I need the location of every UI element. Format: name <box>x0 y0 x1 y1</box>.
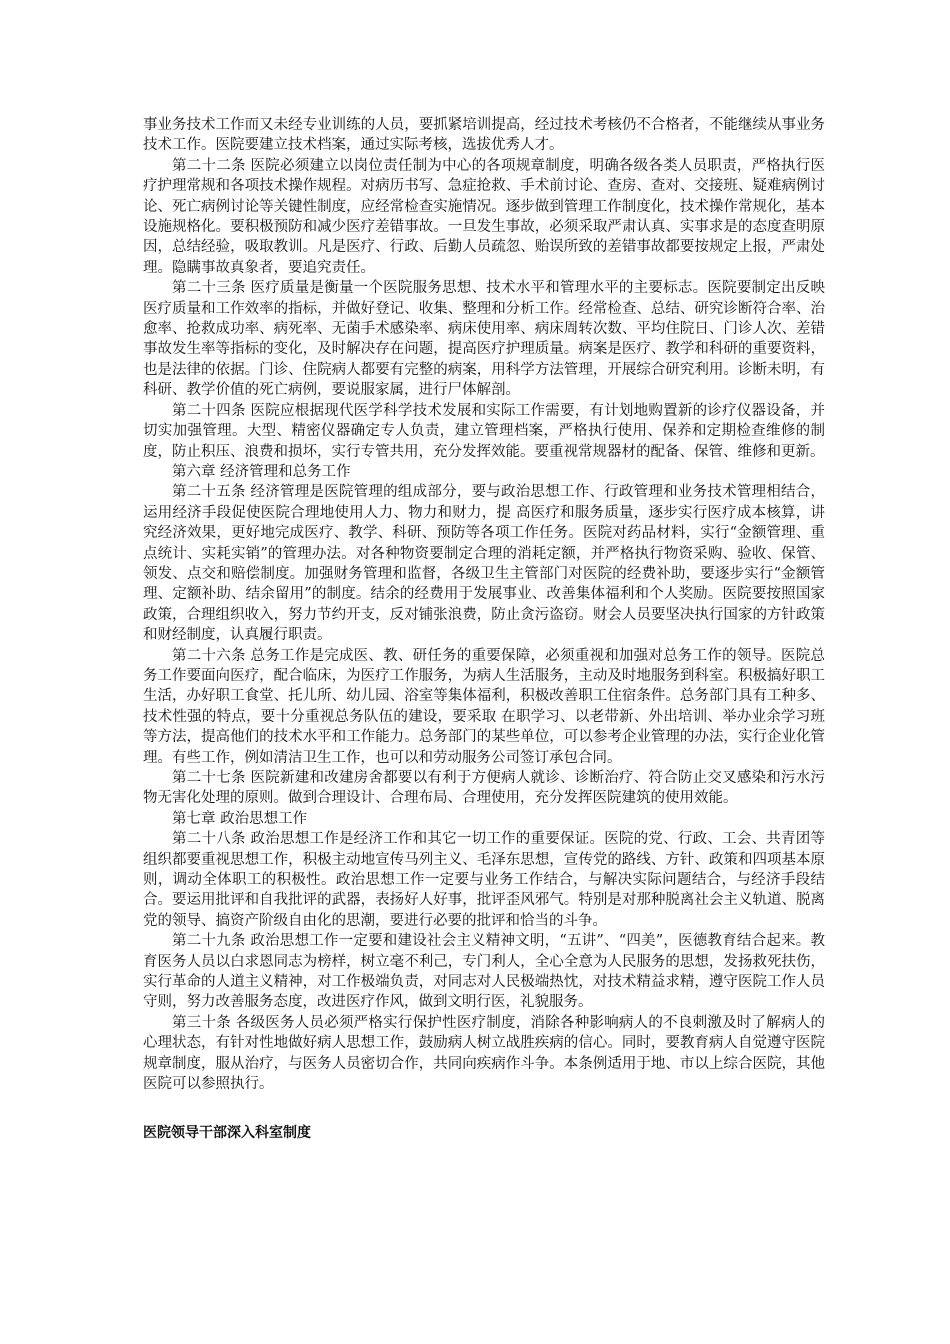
document-page <box>143 115 825 1143</box>
paragraph-continuation: 事业务技术工作而又未经专业训练的人员，要抓紧培训提高，经过技术考核仍不合格者，不能继续从事业务技术工作。医院要建立技术档案，通过实际考核，选拔优秀人才。 <box>143 117 825 154</box>
chapter-7-heading: 第七章 政治思想工作 <box>172 810 308 827</box>
article-23: 第二十三条 医疗质量是衡量一个医院服务思想、技术水平和管理水平的主要标志。医院要制定出反映医疗质量和工作效率的指标，并做好登记、收集、整理和分析工作。经常检查、总结、研究诊断符合率、治愈率、抢救成功率、病死率、无菌手术感染率、病床使用率、病床周转次数、平均住院日、门诊人次、差错事故发生率等指标的变化，及时解决存在问题，提高医疗护理质量。病案是医疗、教学和科研的重要资料，也是法律的依据。门诊、住院病人都要有完整的病案，用科学方法管理，开展综合研究利用。诊断未明，有科研、教学价值的死亡病例，要说服家属，进行尸体解剖。 <box>143 280 825 399</box>
article-25: 第二十五条 经济管理是医院管理的组成部分，要与政治思想工作、行政管理和业务技术管理相结合，运用经济手段促使医院合理地使用人力、物力和财力，提 高医疗和服务质量，逐步实行医疗成本核算，讲究经济效果，更好地完成医疗、教学、科研、预防等各项工作任务。医院对药品材料，实行“金额管理、重点统计、实耗实销”的管理办法。对各种物资要制定合理的消耗定额，并严格执行物资采购、验收、保管、领发、点交和赔偿制度。加强财务管理和监督，各级卫生主管部门对医院的经费补助，要逐步实行“金额管理、定额补助、结余留用”的制度。结余的经费用于发展事业、改善集体福利和个人奖励。医院要按照国家政策，合理组织收入，努力节约开支，反对铺张浪费，防止贪污盗窃。财会人员要坚决执行国家的方针政策和财经制度，认真履行职责。 <box>143 484 825 644</box>
article-28: 第二十八条 政治思想工作是经济工作和其它一切工作的重要保证。医院的党、行政、工会、共青团等组织都要重视思想工作，积极主动地宣传马列主义、毛泽东思想，宣传党的路线、方针、政策和四项基本原则，调动全体职工的积极性。政治思想工作一定要与业务工作结合，与解决实际问题结合，与经济手段结合。要运用批评和自我批评的武器，表扬好人好事，批评歪风邪气。特别是对那种脱离社会主义轨道、脱离党的领导、搞资产阶级自由化的思潮，要进行必要的批评和恰当的斗争。 <box>143 831 825 929</box>
article-24: 第二十四条 医院应根据现代医学科学技术发展和实际工作需要，有计划地购置新的诊疗仪器设备，并切实加强管理。大型、精密仪器确定专人负责，建立管理档案，严格执行使用、保养和定期检查维修的制度，防止积压、浪费和损坏，实行专管共用，充分发挥效能。要重视常规器材的配备、保管、维修和更新。 <box>143 402 825 460</box>
chapter-6-heading: 第六章 经济管理和总务工作 <box>172 463 351 480</box>
article-22: 第二十二条 医院必须建立以岗位责任制为中心的各项规章制度，明确各级各类人员职责，严格执行医疗护理常规和各项技术操作规程。对病历书写、急症抢救、手术前讨论、查房、查对、交接班、疑难病例讨论、死亡病例讨论等关键性制度，应经常检查实施情况。逐步做到管理工作制度化，技术操作常规化，基本设施规格化。要积极预防和减少医疗差错事故。一旦发生事故，必须采取严肃认真、实事求是的态度查明原因，总结经验，吸取教训。凡是医疗、行政、后勤人员疏忽、贻误所致的差错事故都要按规定上报，严肃处理。隐瞒事故真象者，要追究责任。 <box>143 157 825 276</box>
article-26: 第二十六条 总务工作是完成医、教、研任务的重要保障，必须重视和加强对总务工作的领导。医院总务工作要面向医疗，配合临床，为医疗工作服务，为病人生活服务，主动及时地服务到科室。积极搞好职工生活，办好职工食堂、托儿所、幼儿园、浴室等集体福利，积极改善职工住宿条件。总务部门具有工种多、技术性强的特点，要十分重视总务队伍的建设，要采取 在职学习、以老带新、外出培训、举办业余学习班等方法，提高他们的技术水平和工作能力。总务部门的某些单位，可以参考企业管理的办法，实行企业化管理。有些工作，例如清洁卫生工作，也可以和劳动服务公司签订承包合同。 <box>143 647 825 766</box>
article-29: 第二十九条 政治思想工作一定要和建设社会主义精神文明，“五讲”、“四美”，医德教育结合起来。教育医务人员以白求恩同志为榜样，树立毫不利己，专门利人，全心全意为人民服务的思想，发扬救死扶伤，实行革命的人道主义精神，对工作极端负责，对同志对人民极端热忱，对技术精益求精，遵守医院工作人员守则，努力改善服务态度，改进医疗作风，做到文明行医，礼貌服务。 <box>143 933 825 1011</box>
article-27: 第二十七条 医院新建和改建房舍都要以有利于方便病人就诊、诊断治疗、符合防止交叉感染和污水污物无害化处理的原则。做到合理设计、合理布局、合理使用，充分发挥医院建筑的使用效能。 <box>143 770 825 807</box>
section-title: 医院领导干部深入科室制度 <box>143 1124 311 1141</box>
article-30: 第三十条 各级医务人员必须严格实行保护性医疗制度，消除各种影响病人的不良刺激及时了解病人的心理状态，有针对性地做好病人思想工作，鼓励病人树立战胜疾病的信心。同时，要教育病人自觉遵守医院规章制度，服从治疗，与医务人员密切合作，共同向疾病作斗争。本条例适用于地、市以上综合医院，其他医院可以参照执行。 <box>143 1014 825 1093</box>
